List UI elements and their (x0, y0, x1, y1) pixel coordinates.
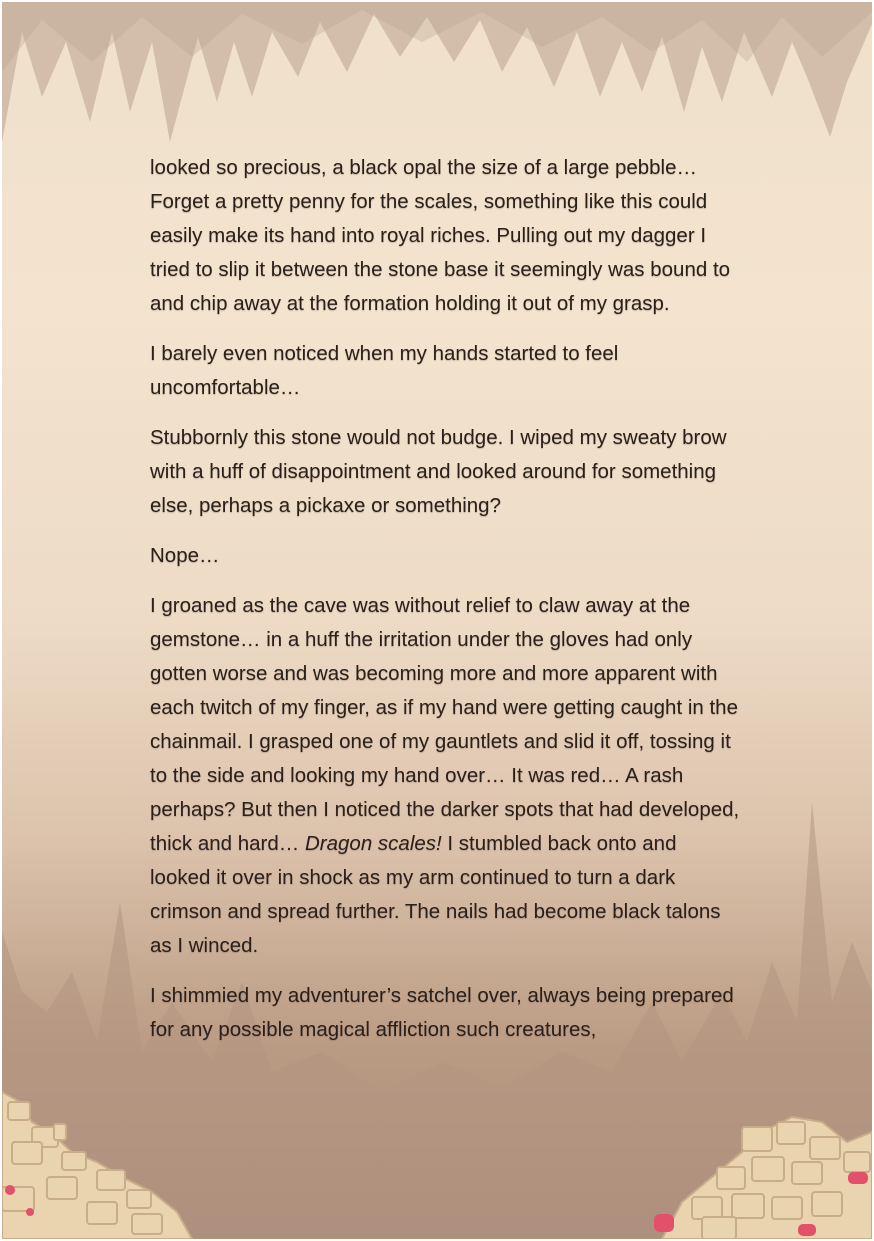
paragraph-text: I groaned as the cave was without relief to claw away at the gemstone… in a huff the irritation under the gloves had only gotten worse and was becoming more and more apparent with each twitch of my finger, as if my hand were getting caught in the chainmail. I grasped one of my gauntlets and slid it off, tossing it to the side and looking my hand over… It was red… A rash perhaps? But then I noticed the darker spots that had developed, thick and hard… (150, 594, 740, 855)
paragraph-text: I stumbled back onto and looked it over in shock as my arm continued to turn a dark crimson and spread further. The nails had become black talons as I winced. (150, 832, 721, 957)
emphasis-text: Dragon scales! (304, 832, 442, 855)
paragraph: Nope… (150, 544, 220, 567)
gem-left (5, 1185, 15, 1195)
paragraph: I barely even noticed when my hands started to feel uncomfortable… (150, 342, 619, 399)
gem-right (654, 1214, 674, 1232)
story-text (150, 151, 740, 1063)
paragraph: looked so precious, a black opal the size of a large pebble… Forget a pretty penny for the scales, something like this could easily make its hand into royal riches. Pulling out my dagger I tried to slip it between the stone base it seemingly was bound to and chip away at the formation holding it out of my grasp. (150, 156, 731, 315)
gem-left-2 (26, 1208, 34, 1216)
gem-right-2 (848, 1172, 868, 1184)
page (2, 2, 872, 1239)
gem-right-3 (798, 1224, 816, 1236)
paragraph: I shimmied my adventurer’s satchel over, always being prepared for any possible magical affliction such creatures, (150, 984, 734, 1041)
paragraph: Stubbornly this stone would not budge. I wiped my sweaty brow with a huff of disappointment and looked around for something else, perhaps a pickaxe or something? (150, 426, 727, 517)
paragraph (150, 589, 740, 963)
